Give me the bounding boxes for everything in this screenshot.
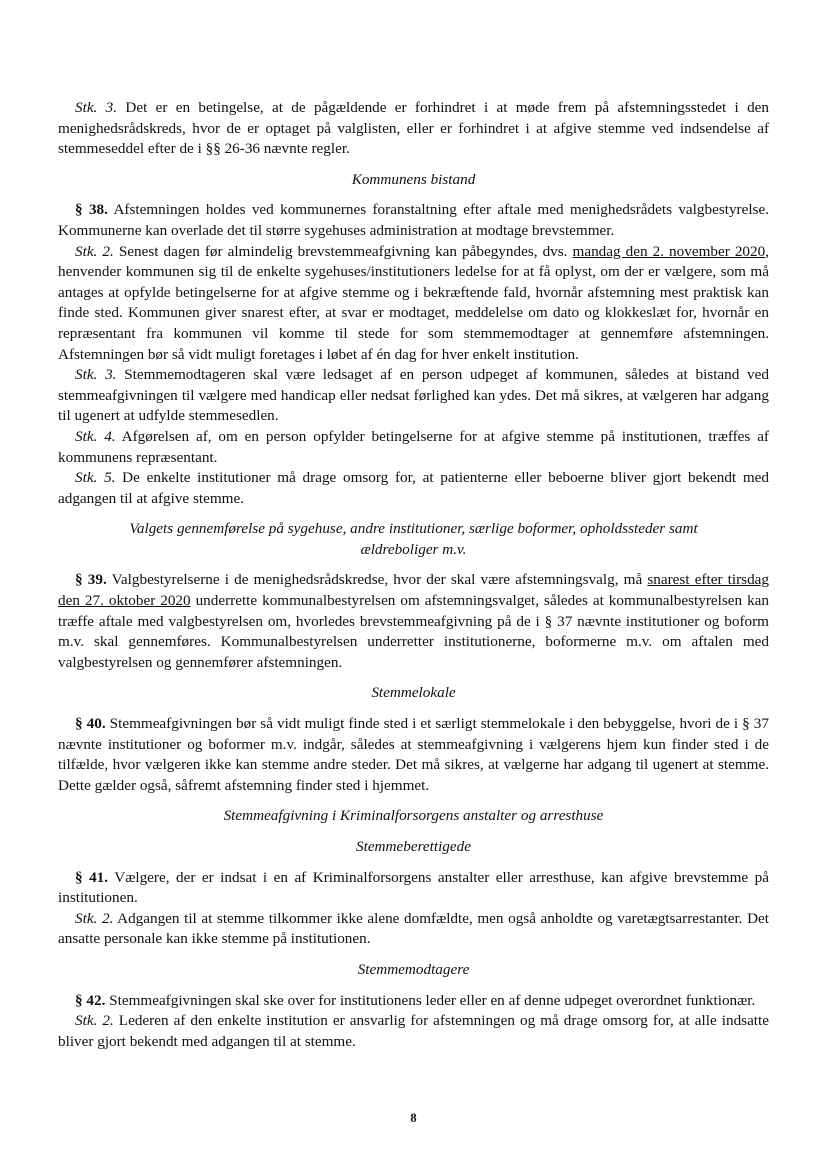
paragraph-text: Stemmeafgivningen skal ske over for institutionens leder eller en af denne udpeget overordnet funktionær. bbox=[105, 991, 756, 1009]
stk-label: Stk. 2. bbox=[75, 1012, 114, 1030]
stk-label: Stk. 3. bbox=[75, 99, 118, 116]
paragraph-text: Stemmemodtageren skal være ledsaget af en person udpeget af kommunen, således at bistand ved stemmeafgivningen til vælgere med handicap eller nedsat førlighed kan ydes. Det må sikres, at vælgeren har adgang til ugenert at udfylde stemmesedlen. bbox=[58, 366, 769, 425]
section-number: § 42. bbox=[75, 991, 106, 1009]
deadline-date: snarest efter tirsdag den 27. oktober 2020 bbox=[58, 571, 770, 610]
s37-stk3 bbox=[58, 98, 769, 160]
paragraph-text: Stemmeafgivningen bør så vidt muligt finde sted i et særligt stemmelokale i den bebyggelse, hvori de i § 37 nævnte institutioner og boformer m.v. indgår, således at stemmeafgivning i vælgerens hjem kun finder sted i de tilfælde, hvor vælgeren ikke kan stemme andre steder. Det må sikres, at vælgerne har adgang til ugenert at stemme. Dette gælder også, såfremt afstemning finder sted i hjemmet. bbox=[58, 715, 769, 794]
document-page bbox=[58, 98, 769, 1052]
heading-kriminalforsorgen: Stemmeafgivning i Kriminalforsorgens anstalter og arresthuse bbox=[223, 807, 604, 825]
paragraph-text: Valgbestyrelserne i de menighedsrådskredse, hvor der skal være afstemningsvalg, må bbox=[106, 571, 648, 589]
paragraph-text: Vælgere, der er indsat i en af Kriminalforsorgens anstalter eller arresthuse, kan afgive brevstemme på institutionen. bbox=[58, 868, 769, 907]
paragraph-text: Senest dagen før almindelig brevstemmeafgivning kan påbegyndes, dvs. bbox=[113, 242, 573, 260]
paragraph-text: , henvender kommunen sig til de enkelte sygehuses/institutioners ledelse for at få oplyst, om der er vælgere, som må antages at opfylde betingelserne for at afgive stemme og i bekræftende fald, hvornår afstemning mest praktisk kan finde sted. Kommunen giver snarest efter, at svar er modtaget, meddelelse om dato og klokkeslæt for, hvornår en repræsentant fra kommunen vil komme til stede for som stemmemodtager at gennemføre afstemningen. Afstemningen bør så vidt muligt foretages i løbet af én dag for hver enkelt institution. bbox=[58, 242, 770, 363]
heading-line: Valgets gennemførelse på sygehuse, andre institutioner, særlige boformer, opholdssteder samt bbox=[129, 520, 698, 538]
stk-label: Stk. 2. bbox=[75, 242, 114, 260]
heading-stemmelokale: Stemmelokale bbox=[371, 684, 456, 702]
heading-stemmeberettigede: Stemmeberettigede bbox=[356, 838, 471, 855]
section-number: § 40. bbox=[75, 715, 106, 733]
paragraph-text: Det er en betingelse, at de pågældende er forhindret i at møde frem på afstemningsstedet i den menighedsrådskreds, hvor de er optaget på valglisten, eller er forhindret i at afgive stemme ved indsendelse af stemmeseddel efter de i §§ 26-36 nævnte regler. bbox=[58, 99, 770, 158]
s42-stk2 bbox=[58, 1011, 769, 1052]
s38-stk2 bbox=[58, 242, 769, 366]
heading-valgets-gennemfoerelse bbox=[58, 519, 769, 560]
s38-stk5 bbox=[58, 468, 769, 509]
paragraph-text: Adgangen til at stemme tilkommer ikke alene domfældte, men også anholdte og varetægtsarrestanter. Det ansatte personale kan ikke stemme på institutionen. bbox=[58, 909, 769, 948]
heading-kommunens-bistand: Kommunens bistand bbox=[351, 170, 476, 188]
s41 bbox=[58, 868, 769, 909]
stk-label: Stk. 5. bbox=[75, 469, 116, 487]
section-number: § 38. bbox=[75, 201, 108, 219]
heading-line: ældreboliger m.v. bbox=[360, 540, 467, 558]
s40 bbox=[58, 714, 769, 796]
s38-stk4 bbox=[58, 427, 769, 468]
heading-stemmemodtagere: Stemmemodtagere bbox=[357, 960, 470, 978]
page-number: 8 bbox=[410, 1111, 417, 1125]
section-number: § 39. bbox=[75, 571, 107, 589]
s38 bbox=[58, 200, 769, 241]
paragraph-text: De enkelte institutioner må drage omsorg for, at patienterne eller beboerne bliver gjort bekendt med adgangen til at afgive stemme. bbox=[58, 469, 769, 507]
stk-label: Stk. 3. bbox=[75, 366, 117, 384]
s39 bbox=[58, 570, 769, 673]
paragraph-text: Afstemningen holdes ved kommunernes foranstaltning efter aftale med menighedsrådets valgbestyrelse. Kommunerne kan overlade det til større sygehuses administration at modtage brevstemmer. bbox=[58, 201, 770, 239]
s41-stk2 bbox=[58, 909, 769, 950]
stk-label: Stk. 4. bbox=[75, 427, 116, 445]
paragraph-text: Afgørelsen af, om en person opfylder betingelserne for at afgive stemme på institutionen, træffes af kommunens repræsentant. bbox=[58, 427, 769, 466]
paragraph-text: underrette kommunalbestyrelsen om afstemningsvalget, således at kommunalbestyrelsen kan træffe aftale med valgbestyrelsen om, hvorledes brevstemmeafgivning på de i § 37 nævnte institutioner og boform m.v. skal gennemføres. Kommunalbestyrelsen underretter institutionerne, boformerne m.v. om aftalen med valgbestyrelsen og gennemfører afstemningen. bbox=[58, 592, 769, 671]
s38-stk3 bbox=[58, 365, 769, 427]
deadline-date: mandag den 2. november 2020 bbox=[572, 242, 766, 260]
s42 bbox=[58, 991, 769, 1012]
section-number: § 41. bbox=[75, 868, 109, 886]
paragraph-text: Lederen af den enkelte institution er ansvarlig for afstemningen og må drage omsorg for, at alle indsatte bliver gjort bekendt med adgangen til at stemme. bbox=[58, 1012, 769, 1050]
stk-label: Stk. 2. bbox=[75, 909, 114, 927]
